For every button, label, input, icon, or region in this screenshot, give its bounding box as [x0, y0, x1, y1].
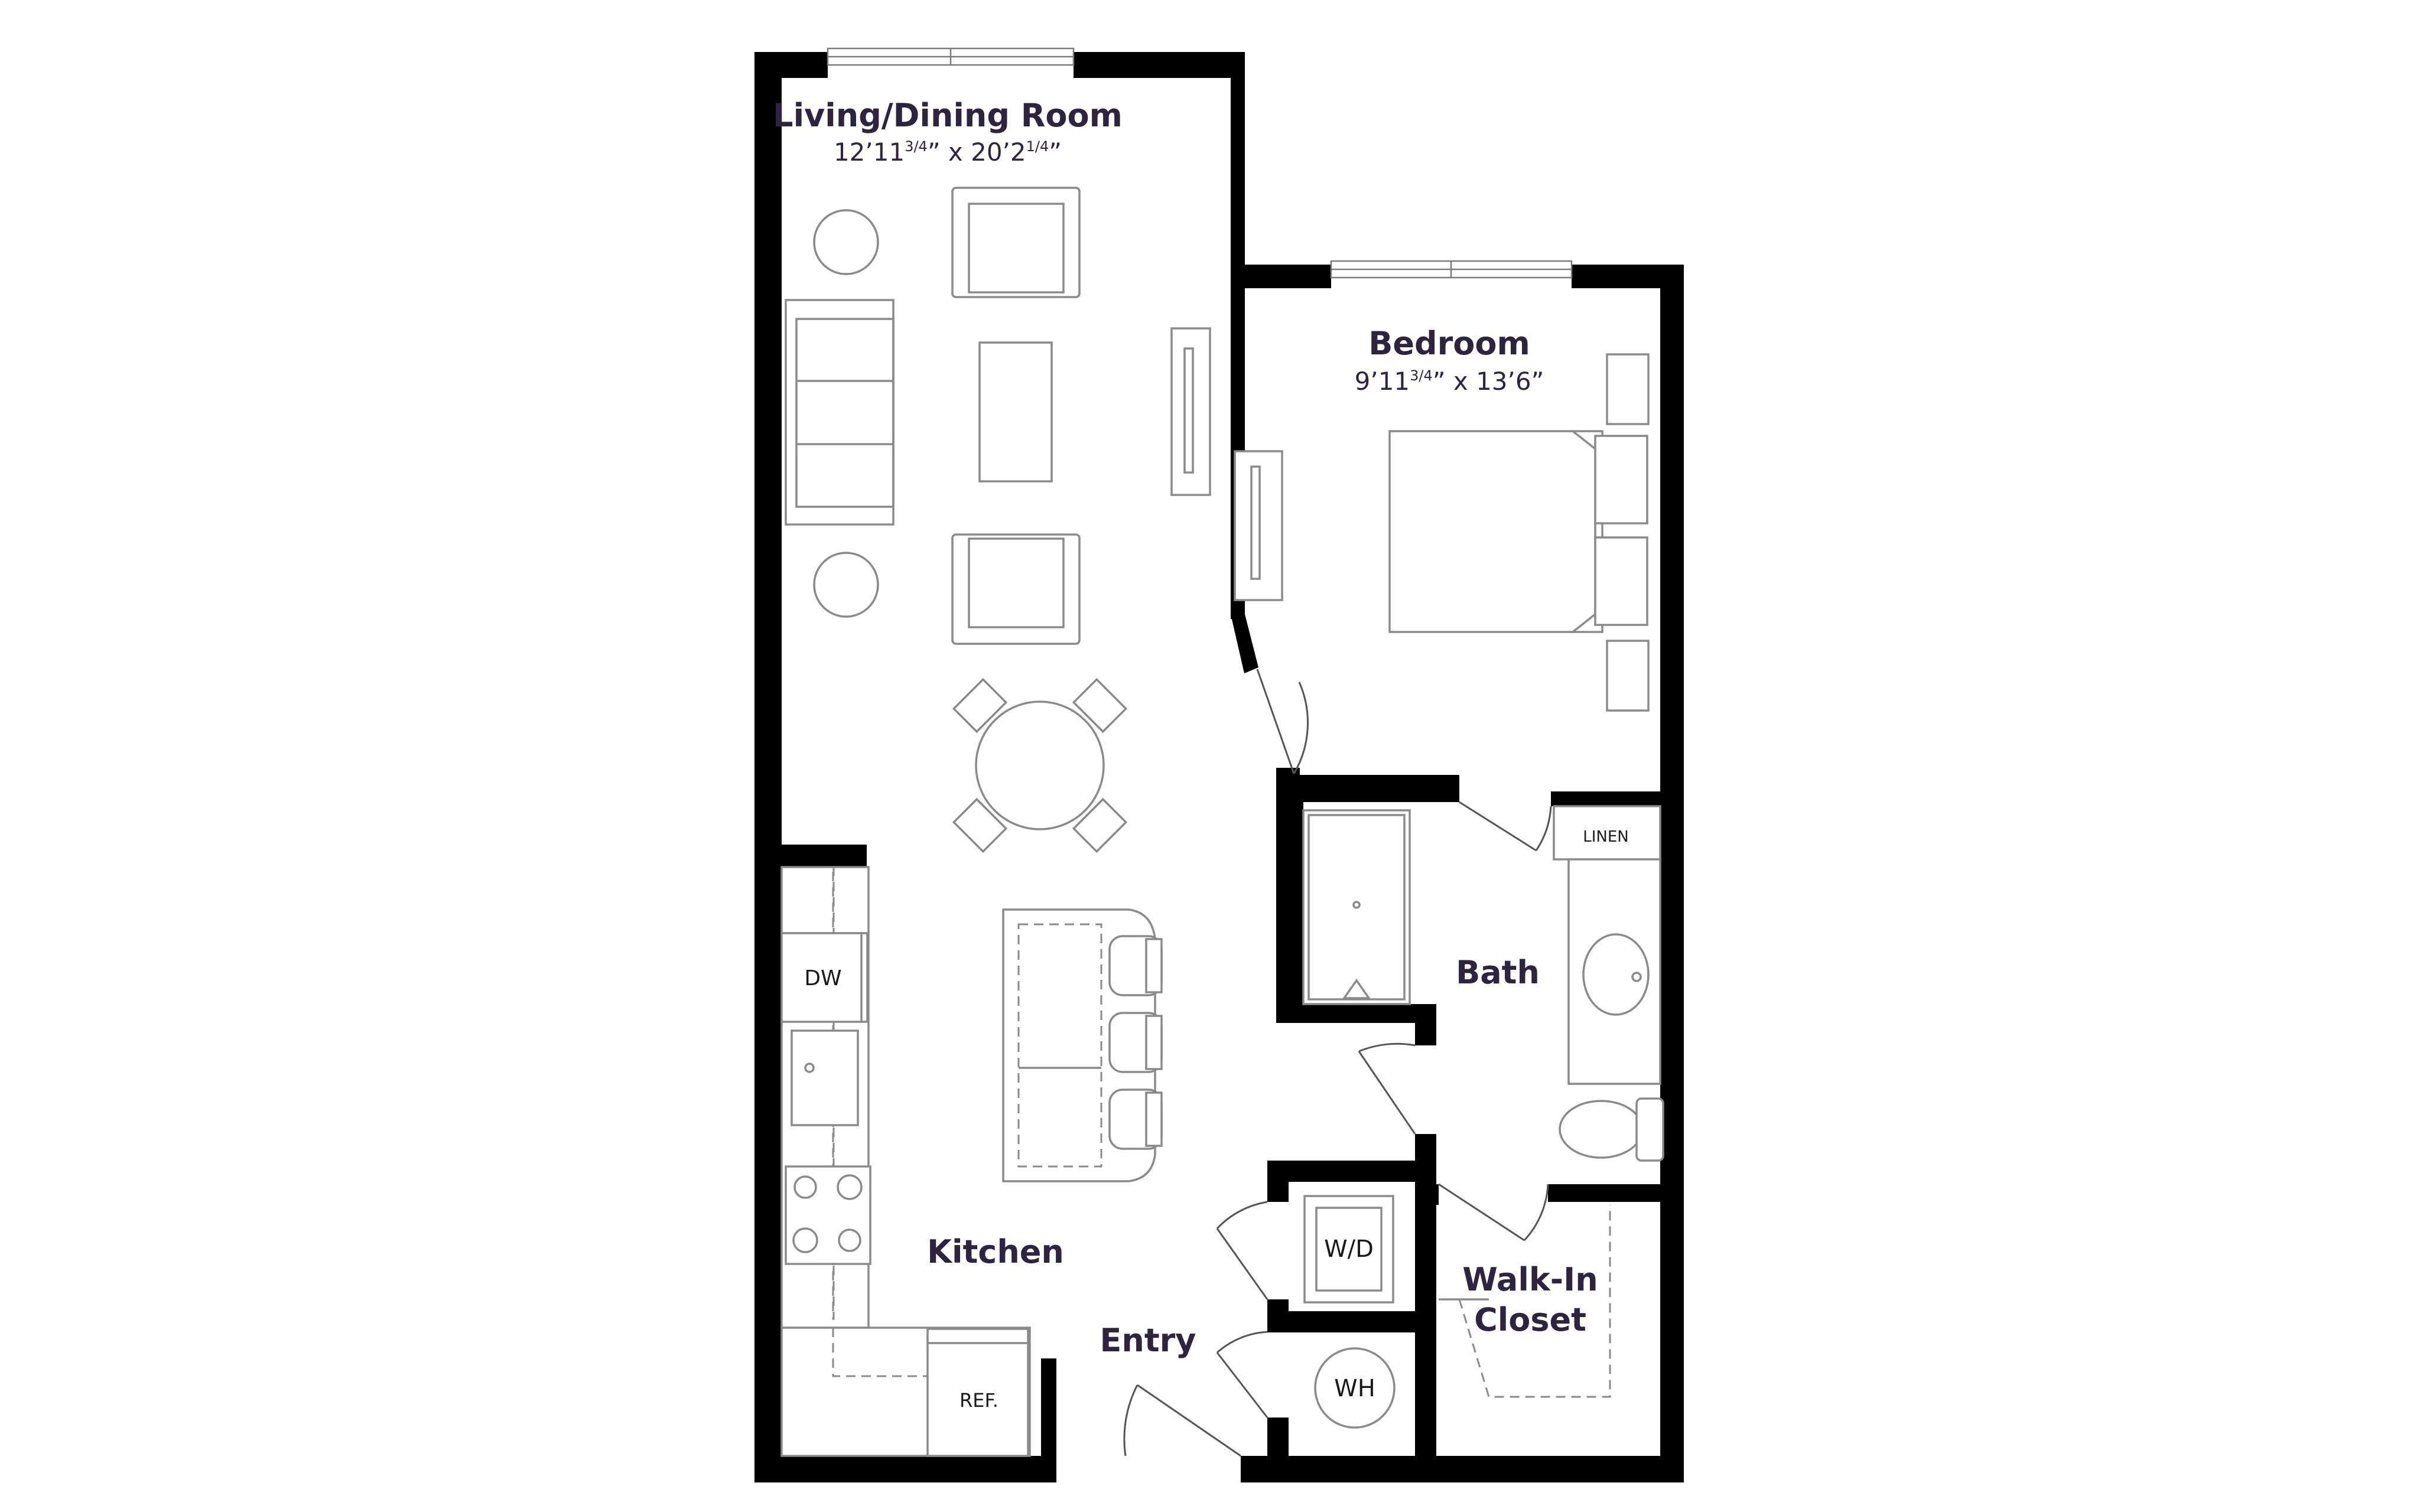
bar-stool: [1110, 936, 1162, 995]
nightstand: [1595, 537, 1647, 625]
toilet: [1560, 1099, 1663, 1161]
closet-name-line2: Closet: [1474, 1301, 1586, 1338]
sofa: [786, 300, 893, 524]
side-table: [814, 553, 878, 617]
tv: [1251, 467, 1260, 579]
refrigerator-label: REF.: [959, 1389, 998, 1412]
bar-stool: [1110, 1013, 1162, 1072]
dining-table: [897, 623, 1183, 908]
bath-name: Bath: [1456, 954, 1540, 991]
linen-label: LINEN: [1583, 828, 1629, 846]
living-room-name: Living/Dining Room: [773, 97, 1123, 134]
bedroom-furniture: [1235, 354, 1648, 711]
chair: [1607, 354, 1648, 424]
armchair: [952, 188, 1079, 297]
entry-name: Entry: [1100, 1322, 1196, 1359]
side-table: [814, 210, 878, 274]
kitchen-name: Kitchen: [927, 1233, 1064, 1270]
closet-name-line1: Walk-In: [1462, 1261, 1598, 1298]
room-labels: [773, 97, 1598, 1359]
bed: [1390, 431, 1602, 632]
living-room-dimensions: $12’11^{3/4}$” x $20’2^{1/4}$”: [833, 138, 1062, 167]
kitchen-fixtures: [782, 867, 1162, 1456]
bar-stool: [1110, 1090, 1162, 1149]
dishwasher-label: DW: [804, 966, 842, 990]
water-heater-label: WH: [1334, 1375, 1375, 1402]
bedroom-dimensions: $9’11^{3/4}$” x 13’6”: [1354, 367, 1544, 396]
chair: [1607, 641, 1648, 711]
living-furniture: [786, 188, 1210, 908]
bedroom-name: Bedroom: [1368, 325, 1530, 362]
nightstand: [1595, 436, 1647, 523]
armchair: [952, 535, 1079, 644]
kitchen-sink: [792, 1031, 858, 1125]
washer-dryer-label: W/D: [1324, 1236, 1374, 1263]
coffee-table: [980, 343, 1052, 481]
tv: [1185, 348, 1193, 472]
